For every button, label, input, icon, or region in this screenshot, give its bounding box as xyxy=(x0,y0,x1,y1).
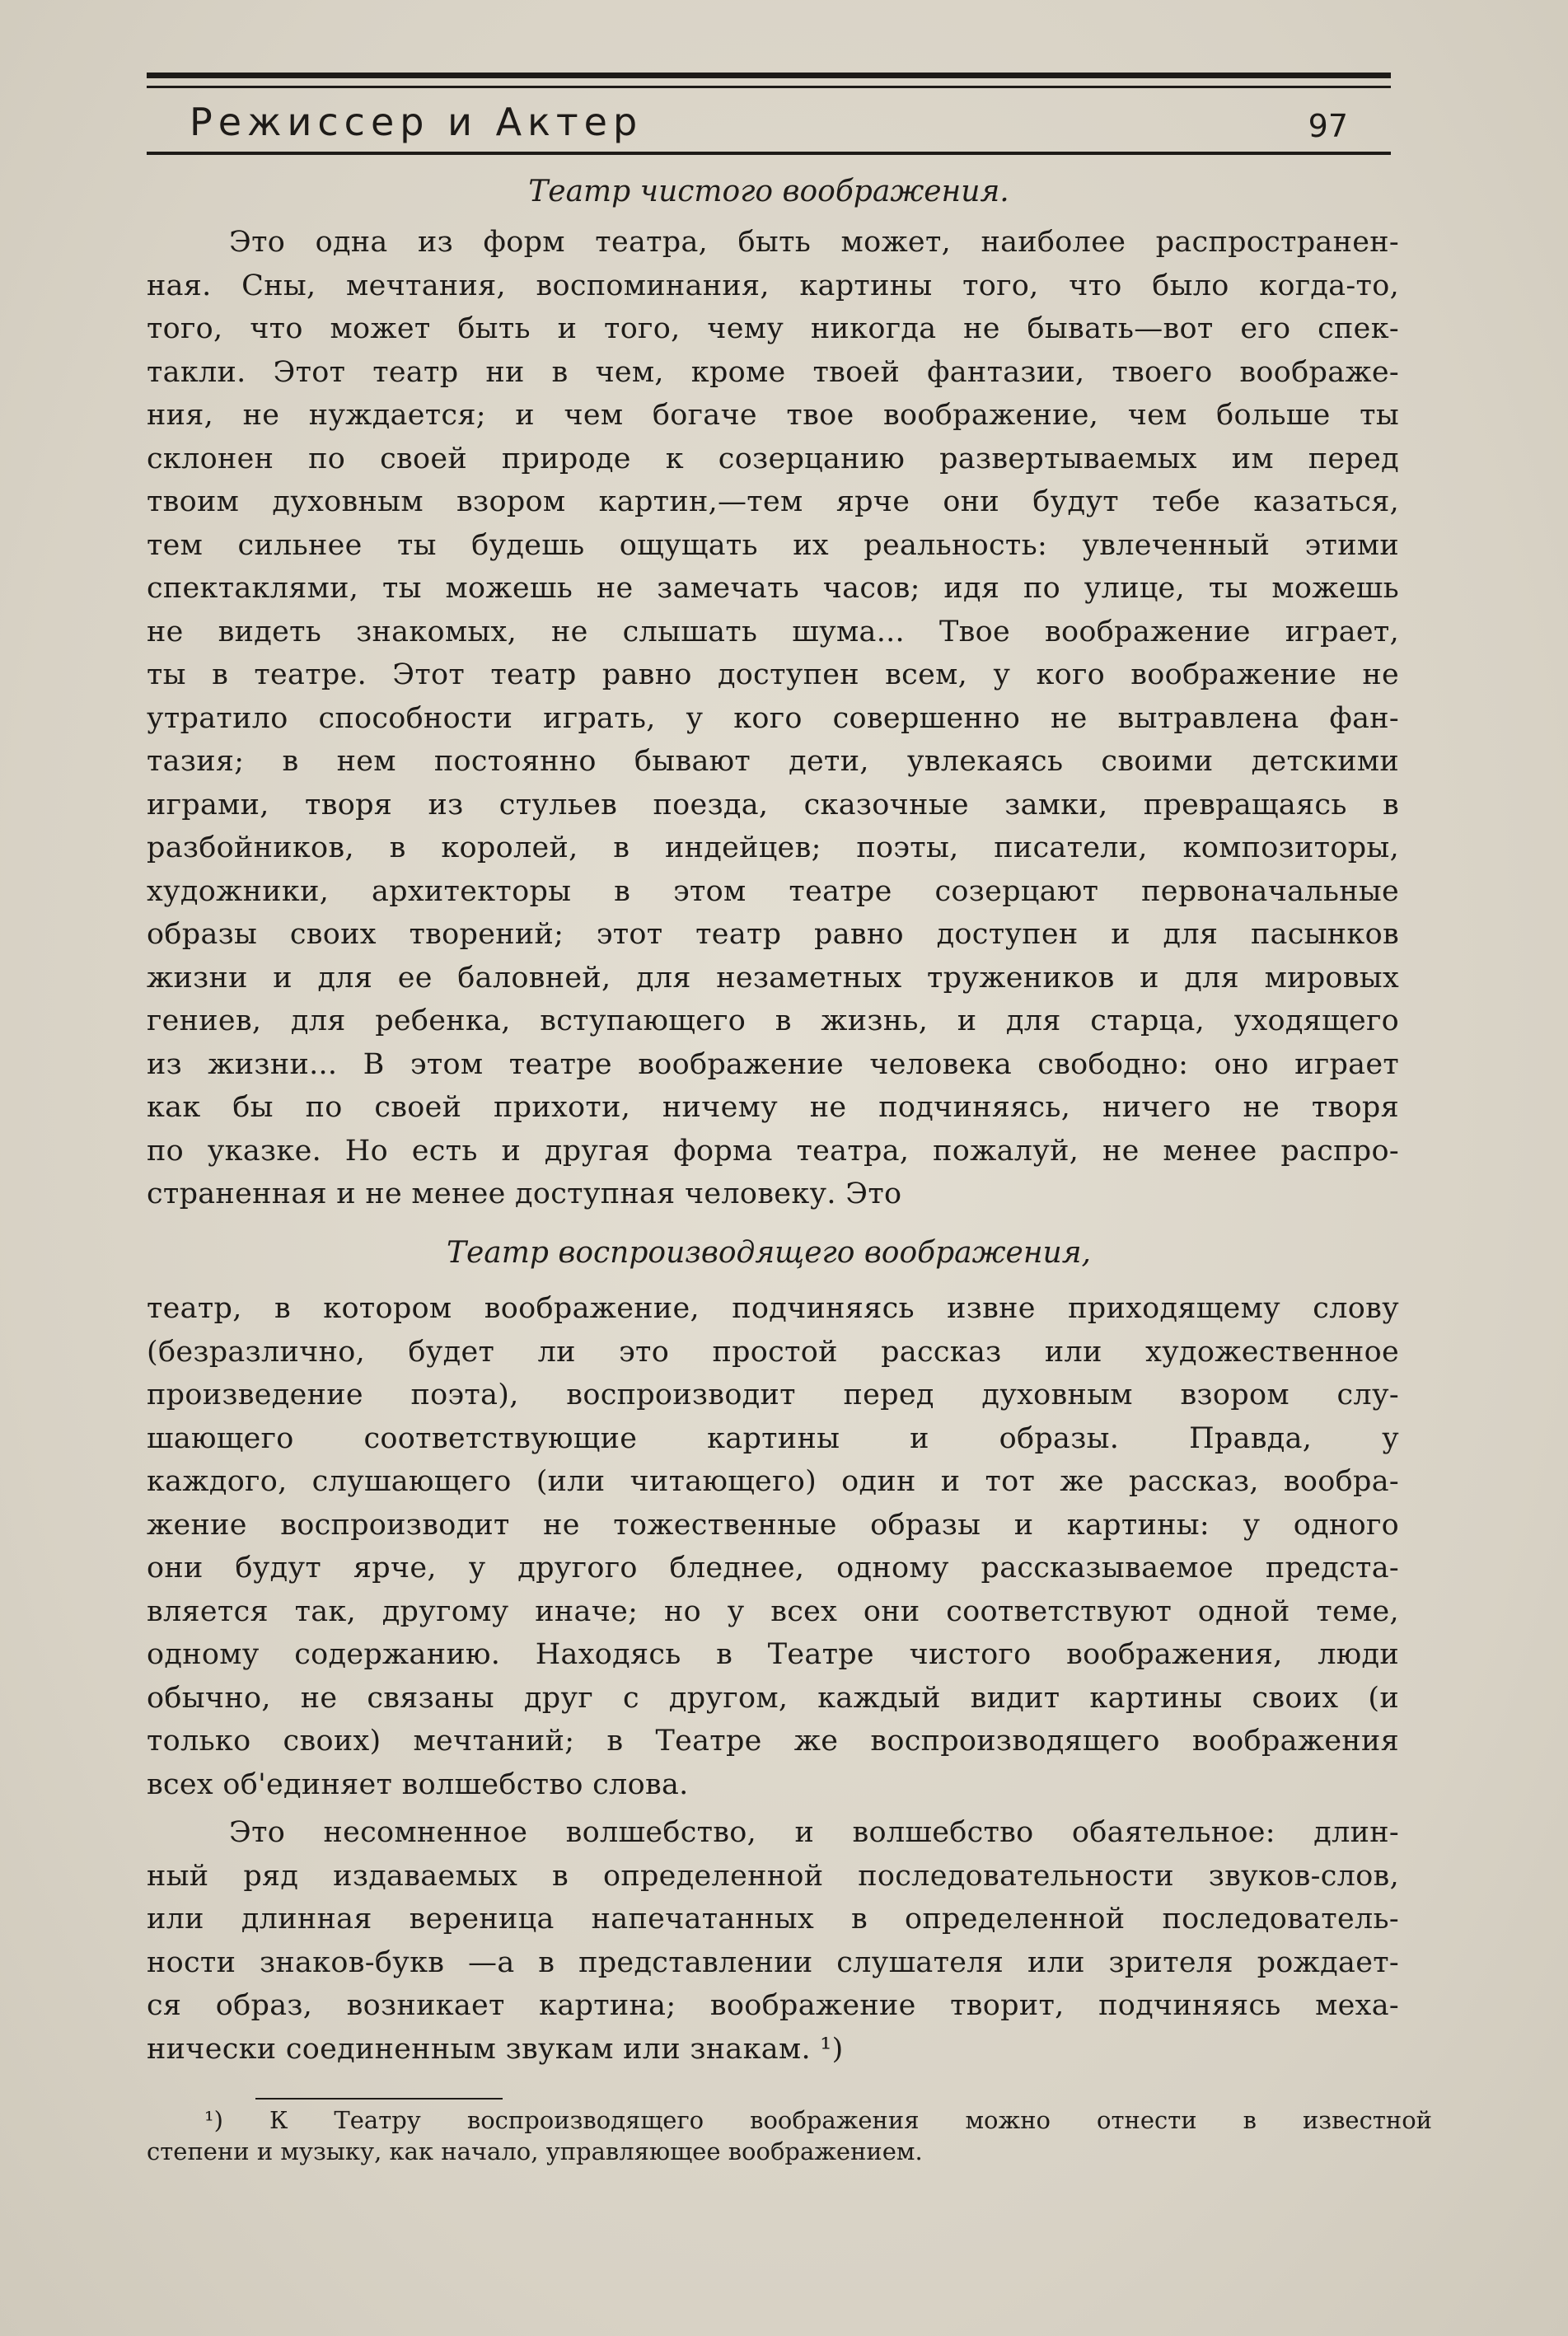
text-line: обычно, не связаны друг с другом, каждый видит картины своих (и xyxy=(147,1681,1399,1715)
footnote-divider xyxy=(255,2098,503,2100)
text-line: такли. Этот театр ни в чем, кроме твоей фантазии, твоего воображе- xyxy=(147,355,1399,389)
text-line: ты в театре. Этот театр равно доступен всем, у кого воображение не xyxy=(147,658,1399,691)
section-heading-reproducing-imagination: Театр воспроизводящего воображения, xyxy=(446,1236,1092,1270)
footnote-line: степени и музыку, как начало, управляющее воображением. xyxy=(147,2137,923,2165)
text-line: шающего соответствующие картины и образы. Правда, у xyxy=(147,1421,1399,1455)
text-line: спектаклями, ты можешь не замечать часов; идя по улице, ты можешь xyxy=(147,572,1399,605)
text-line: страненная и не менее доступная человеку. Это xyxy=(147,1177,902,1210)
text-line: ся образ, возникает картина; воображение творит, подчиняясь меха- xyxy=(147,1989,1399,2022)
header-rule-thin xyxy=(147,86,1391,88)
footnote xyxy=(147,2104,1432,2167)
text-line: каждого, слушающего (или читающего) один и тот же рассказ, вообра- xyxy=(147,1465,1399,1498)
text-line: одному содержанию. Находясь в Театре чистого воображения, люди xyxy=(147,1638,1399,1671)
text-line: из жизни... В этом театре воображение человека свободно: оно играет xyxy=(147,1047,1399,1081)
section-heading-pure-imagination: Театр чистого воображения. xyxy=(528,175,1009,208)
text-line: играми, творя из стульев поезда, сказочные замки, превращаясь в xyxy=(147,788,1399,822)
text-line: разбойников, в королей, в индейцев; поэты, писатели, композиторы, xyxy=(147,831,1399,864)
running-head xyxy=(147,73,1391,165)
text-line: или длинная вереница напечатанных в определенной последователь- xyxy=(147,1903,1399,1936)
text-line: жизни и для ее баловней, для незаметных тружеников и для мировых xyxy=(147,961,1399,995)
text-line: только своих) мечтаний; в Театре же воспроизводящего воображения xyxy=(147,1725,1399,1758)
header-rule-bottom xyxy=(147,152,1391,155)
text-line: утратило способности играть, у кого совершенно не вытравлена фан- xyxy=(147,701,1399,735)
page-number: 97 xyxy=(1308,108,1348,144)
footnote-line: ¹) К Театру воспроизводящего воображения можно отнести в известной xyxy=(204,2106,1432,2134)
text-line: гениев, для ребенка, вступающего в жизнь, и для старца, уходящего xyxy=(147,1004,1399,1037)
text-line: того, что может быть и того, чему никогда не бывать—вот его спек- xyxy=(147,312,1399,345)
text-line: склонен по своей природе к созерцанию развертываемых им перед xyxy=(147,442,1399,475)
paragraph-3 xyxy=(147,1811,1399,2071)
text-line: вляется так, другому иначе; но у всех они соответствуют одной теме, xyxy=(147,1594,1399,1628)
text-line: не видеть знакомых, не слышать шума... Твое воображение играет, xyxy=(147,615,1399,648)
text-line: Это несомненное волшебство, и волшебство обаятельное: длин- xyxy=(229,1816,1399,1849)
text-line: нически соединенным звукам или знакам. ¹) xyxy=(147,2032,844,2066)
text-line: художники, архитекторы в этом театре созерцают первоначальные xyxy=(147,874,1399,908)
text-line: всех об'единяет волшебство слова. xyxy=(147,1767,689,1801)
text-line: тазия; в нем постоянно бывают дети, увлекаясь своими детскими xyxy=(147,745,1399,778)
text-line: (безразлично, будет ли это простой рассказ или художественное xyxy=(147,1335,1399,1369)
text-line: как бы по своей прихоти, ничему не подчиняясь, ничего не творя xyxy=(147,1091,1399,1124)
text-line: они будут ярче, у другого бледнее, одному рассказываемое предста- xyxy=(147,1552,1399,1585)
text-line: ная. Сны, мечтания, воспоминания, картины того, что было когда-то, xyxy=(147,269,1399,302)
paragraph-2 xyxy=(147,1287,1399,1806)
text-line: Это одна из форм театра, быть может, наиболее распространен- xyxy=(229,226,1399,259)
text-line: тем сильнее ты будешь ощущать их реальность: увлеченный этими xyxy=(147,528,1399,562)
text-line: жение воспроизводит не тожественные образы и картины: у одного xyxy=(147,1508,1399,1542)
text-line: произведение поэта), воспроизводит перед духовным взором слу- xyxy=(147,1379,1399,1411)
text-line: ности знаков-букв —а в представлении слушателя или зрителя рождает- xyxy=(147,1945,1399,1979)
text-line: по указке. Но есть и другая форма театра, пожалуй, не менее распро- xyxy=(147,1134,1399,1168)
text-line: ный ряд издаваемых в определенной последовательности звуков-слов, xyxy=(147,1859,1399,1893)
running-head-title: Режиссер и Актер xyxy=(190,100,644,144)
text-line: ния, не нуждается; и чем богаче твое воображение, чем больше ты xyxy=(147,399,1399,432)
paragraph-1 xyxy=(147,221,1399,1216)
text-line: образы своих творений; этот театр равно доступен и для пасынков xyxy=(147,918,1399,951)
text-line: театр, в котором воображение, подчиняясь извне приходящему слову xyxy=(147,1292,1399,1325)
text-line: твоим духовным взором картин,—тем ярче они будут тебе казаться, xyxy=(147,485,1399,518)
header-rule-thick xyxy=(147,73,1391,78)
